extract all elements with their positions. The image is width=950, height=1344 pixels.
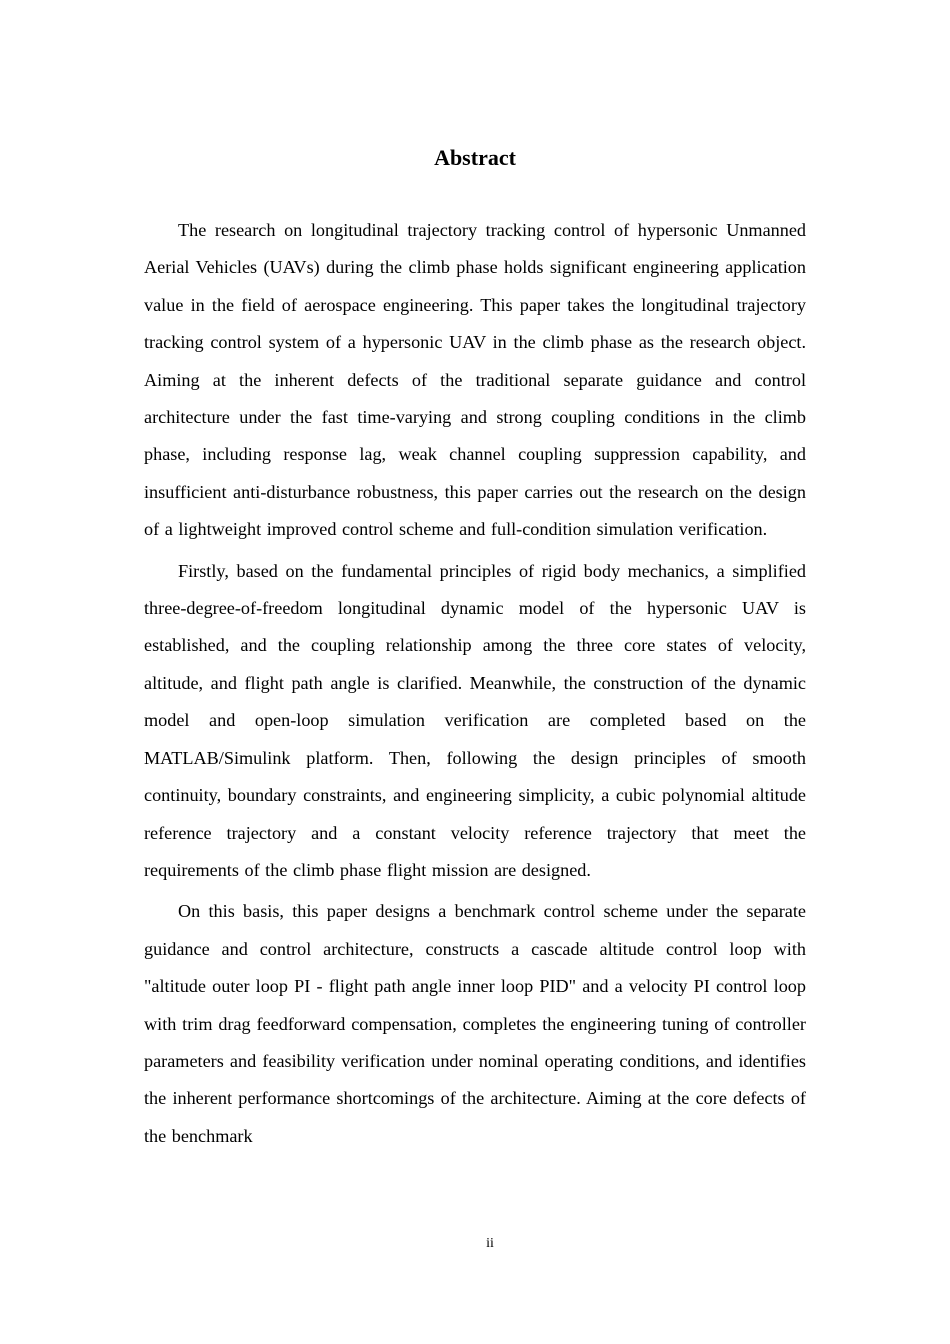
abstract-body [144,212,806,1159]
paragraph-1: The research on longitudinal trajectory tracking control of hypersonic Unmanned Aerial Vehicles (UAVs) during the climb phase holds significant engineering application value in the field of aerospace engineering. This paper takes the longitudinal trajectory tracking control system of a hypersonic UAV in the climb phase as the research object. Aiming at the inherent defects of the traditional separate guidance and control architecture under the fast time-varying and strong coupling conditions in the climb phase, including response lag, weak channel coupling suppression capability, and insufficient anti-disturbance robustness, this paper carries out the research on the design of a lightweight improved control scheme and full-condition simulation verification. [144,220,806,540]
page-title: Abstract [434,145,516,170]
paragraph-3: On this basis, this paper designs a benchmark control scheme under the separate guidance and control architecture, constructs a cascade altitude control loop with "altitude outer loop PI - flight path angle inner loop PID" and a velocity PI control loop with trim drag feedforward compensation, completes the engineering tuning of controller parameters and feasibility verification under nominal operating conditions, and identifies the inherent performance shortcomings of the architecture. Aiming at the core defects of the benchmark [144,901,806,1146]
paragraph-2: Firstly, based on the fundamental principles of rigid body mechanics, a simplified three-degree-of-freedom longitudinal dynamic model of the hypersonic UAV is established, and the coupling relationship among the three core states of velocity, altitude, and flight path angle is clarified. Meanwhile, the construction of the dynamic model and open-loop simulation verification are completed based on the MATLAB/Simulink platform. Then, following the design principles of smooth continuity, boundary constraints, and engineering simplicity, a cubic polynomial altitude reference trajectory and a constant velocity reference trajectory that meet the requirements of the climb phase flight mission are designed. [144,560,806,880]
page-number: ii [486,1236,494,1251]
